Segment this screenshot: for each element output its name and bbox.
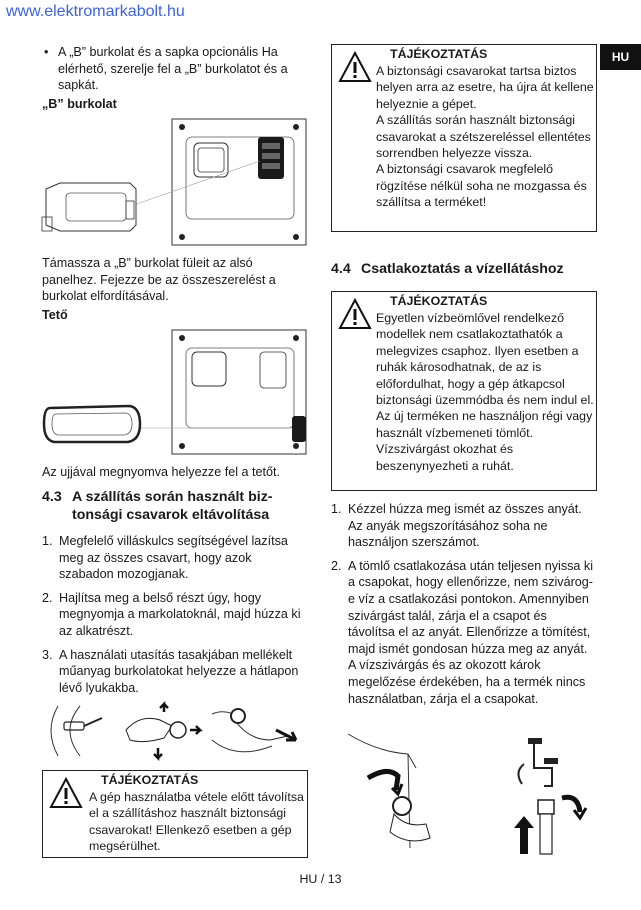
list-item <box>42 647 308 697</box>
optional-cover-bullet <box>42 44 308 94</box>
step-text: Hajlítsa meg a belső részt úgy, hogy megnyomja a markolatoknál, majd húzza ki az alkatrészt. <box>59 590 301 638</box>
water-connection-steps <box>331 501 597 707</box>
language-tab: HU <box>600 44 641 70</box>
warning-triangle-icon <box>338 51 372 83</box>
notice-body: Egyetlen vízbeömlővel rendelkező modellek nem csatlakoztathatók a melegvizes csaphoz. Ilyen esetben a ruhák károsodhatnak, de az is előfordulhat, hogy a gép átkapcsol biztonsági üzemmódba és nem indul el. Az új terméken ne használjon régi vagy használt vízbemeneti tömlőt. Vízszivárgást okozhat és beszenynyezheti a ruhát. <box>376 311 594 473</box>
notice-body: A gép használatba vétele előtt távolítsa el a szállításhoz használt biztonsági csavarokat! Ellenkező esetben a gép megsérülhet. <box>89 790 304 854</box>
list-item <box>331 501 597 551</box>
step-number: 1. <box>331 502 342 516</box>
top-label: Tető <box>42 308 68 322</box>
bullet-text: • A „B” burkolat és a sapka opcionális Ha elérhető, szerelje fel a „B” burkolatot és a sapkát. <box>42 44 308 94</box>
page-number: HU / 13 <box>299 872 342 886</box>
top-cover-illustration <box>40 328 308 456</box>
bolt-removal-illustration <box>40 700 308 762</box>
section-number: 4.4 <box>331 261 351 277</box>
section-4-3-heading <box>42 488 308 524</box>
section-title: Csatlakoztatás a vízellátáshoz <box>361 261 564 277</box>
step-text: A használati utasítás tasakjában mellékelt műanyag burkolatokat helyezze a hátlapon lévő lyukakba. <box>59 647 299 695</box>
notice-title: TÁJÉKOZTATÁS <box>390 47 488 61</box>
cover-b-caption: Támassza a „B” burkolat füleit az alsó panelhez. Fejezze be az összeszerelést a burkolat elfordításával. <box>42 256 276 304</box>
section-number: 4.3 <box>42 489 62 505</box>
top-caption-wrap <box>42 464 308 481</box>
notice-title: TÁJÉKOZTATÁS <box>101 773 199 787</box>
section-title-line-1: A szállítás során használt biz- <box>72 489 273 505</box>
section-title-line-2: tonsági csavarok eltávolítása <box>72 507 270 523</box>
hose-connection-illustration <box>338 728 600 860</box>
notice-box-water-inlet <box>331 291 597 491</box>
step-number: 3. <box>42 647 53 662</box>
warning-triangle-icon <box>49 777 83 809</box>
step-text: Kézzel húzza meg ismét az összes anyát. Az anyák megszorításához soha ne használjon szerszámot. <box>348 502 582 550</box>
step-number: 2. <box>331 558 342 573</box>
cover-b-label: „B” burkolat <box>42 97 117 111</box>
step-number: 1. <box>42 534 53 548</box>
list-item <box>42 533 308 583</box>
section-4-4-heading <box>331 260 597 278</box>
notice-box-keep-bolts <box>331 44 597 232</box>
list-item <box>42 590 308 640</box>
step-number: 2. <box>42 590 53 605</box>
top-caption: Az ujjával megnyomva helyezze fel a tetőt. <box>42 465 281 479</box>
step-text: Megfelelő villáskulcs segítségével lazítsa meg az összes csavart, hogy azok szabadon mozogjanak. <box>59 534 288 582</box>
notice-box-remove-bolts <box>42 770 308 858</box>
watermark[interactable]: www.elektromarkabolt.hu <box>6 3 185 20</box>
step-text: A tömlő csatlakozása után teljesen nyissa ki a csapokat, hogy ellenőrizze, nem szivárog-e víz a csatlakozási pontokon. Amennyiben szivárgást talál, zárja el a csapot és távolítsa el az anyát. Ellenőrizze a tömítést, majd ismét gondosan húzza meg az anyát. A vízszivárgás és az okozott károk megelőzése érdekében, ha a termék nincs használatban, zárja el a csapokat. <box>348 558 594 706</box>
warning-triangle-icon <box>338 298 372 330</box>
notice-body: A biztonsági csavarokat tartsa biztos helyen arra az esetre, ha újra át kellene helyeznie a gépet. A szállítás során használt biztonsági csavarokat a szétszereléssel ellentétes sorrendben helyezze vissza. A biztonsági csavarok megfelelő rögzítése nélkül soha ne mozgassa és szállítsa a terméket! <box>376 64 594 210</box>
cover-b-caption-wrap <box>42 255 308 305</box>
cover-b-illustration <box>40 117 308 247</box>
transport-bolt-steps <box>42 533 308 696</box>
notice-title: TÁJÉKOZTATÁS <box>390 294 488 308</box>
list-item <box>331 558 597 707</box>
